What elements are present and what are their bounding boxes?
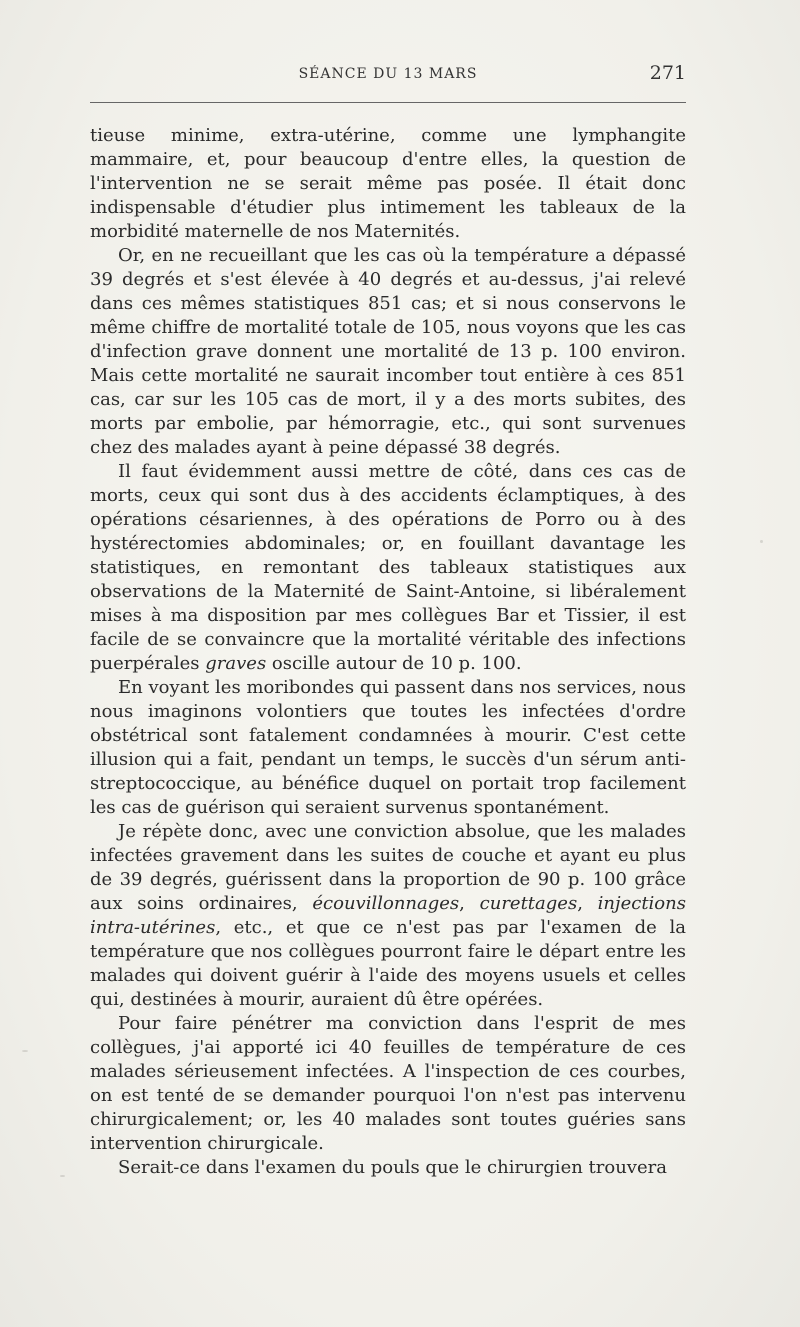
italic-text: écouvillonnages bbox=[312, 893, 460, 914]
text-run: Il faut évidemment aussi mettre de côté, dans ces cas de morts, ceux qui sont dus à des accidents éclamptiques, à des opérations césariennes, à des opérations de Porro ou à des hystérectomies abdominales; or, en fouillant davantage les statistiques, en remontant des tableaux statistiques aux observations de la Maternité de Saint-Antoine, si libéralement mises à ma disposition par mes collègues Bar et Tissier, il est facile de se convaincre que la mortalité véritable des infections puerpérales bbox=[90, 461, 686, 674]
italic-text: injections intra-utérines bbox=[90, 893, 686, 938]
text-run: Or, en ne recueillant que les cas où la température a dépassé 39 degrés et s'est élevée à 40 degrés et au-dessus, j'ai relevé dans ces mêmes statistiques 851 cas; et si nous conservons le même chiffre de mortalité totale de 105, nous voyons que les cas d'infection grave donnent une mortalité de 13 p. 100 environ. Mais cette mortalité ne saurait incomber tout entière à ces 851 cas, car sur les 105 cas de mort, il y a des morts subites, des morts par embolie, par hémorragie, etc., qui sont survenues chez des malades ayant à peine dépassé 38 degrés. bbox=[90, 245, 686, 458]
text-run: tieuse minime, extra-utérine, comme une lymphangite mammaire, et, pour beaucoup d'entre elles, la question de l'intervention ne se serait même pas posée. Il était donc indispensable d'étudier plus intimement les tableaux de la morbidité maternelle de nos Maternités. bbox=[90, 125, 686, 242]
page-header bbox=[90, 62, 686, 92]
paragraph bbox=[90, 244, 686, 460]
running-title: SÉANCE DU 13 MARS bbox=[298, 66, 478, 82]
text-run: , etc., et que ce n'est pas par l'examen de la température que nos collègues pourront faire le départ entre les malades qui doivent guérir à l'aide des moyens usuels et celles qui, destinées à mourir, auraient dû être opérées. bbox=[90, 917, 686, 1010]
paragraph bbox=[90, 460, 686, 676]
paragraph bbox=[90, 124, 686, 244]
body-text bbox=[90, 124, 686, 1180]
text-run: Serait-ce dans l'examen du pouls que le chirurgien trouvera bbox=[118, 1157, 667, 1178]
text-run: oscille autour de 10 p. 100. bbox=[266, 653, 522, 674]
header-rule bbox=[90, 102, 686, 103]
paragraph bbox=[90, 1012, 686, 1156]
scan-speck bbox=[22, 1050, 28, 1052]
text-run: En voyant les moribondes qui passent dans nos services, nous nous imaginons volontiers que toutes les infectées d'ordre obstétrical sont fatalement condamnées à mourir. C'est cette illusion qui a fait, pendant un temps, le succès d'un sérum anti-streptococcique, au bénéfice duquel on portait trop facilement les cas de guérison qui seraient survenus spontanément. bbox=[90, 677, 686, 818]
text-run: , bbox=[577, 893, 598, 914]
paragraph bbox=[90, 1156, 686, 1180]
page-number: 271 bbox=[649, 62, 686, 84]
paragraph bbox=[90, 676, 686, 820]
italic-text: curettages bbox=[479, 893, 578, 914]
text-run: Pour faire pénétrer ma conviction dans l'esprit de mes collègues, j'ai apporté ici 40 feuilles de température de ces malades sérieusement infectées. A l'inspection de ces courbes, on est tenté de se demander pourquoi l'on n'est pas intervenu chirurgicalement; or, les 40 malades sont toutes guéries sans intervention chirurgicale. bbox=[90, 1013, 686, 1154]
scan-speck bbox=[60, 1175, 65, 1177]
scan-speck bbox=[760, 540, 763, 543]
text-run: , bbox=[459, 893, 480, 914]
text-run: Je répète donc, avec une conviction absolue, que les malades infectées gravement dans les suites de couche et ayant eu plus de 39 degrés, guérissent dans la proportion de 90 p. 100 grâce aux soins ordinaires, bbox=[90, 821, 686, 914]
italic-text: graves bbox=[205, 653, 267, 674]
paragraph bbox=[90, 820, 686, 1012]
